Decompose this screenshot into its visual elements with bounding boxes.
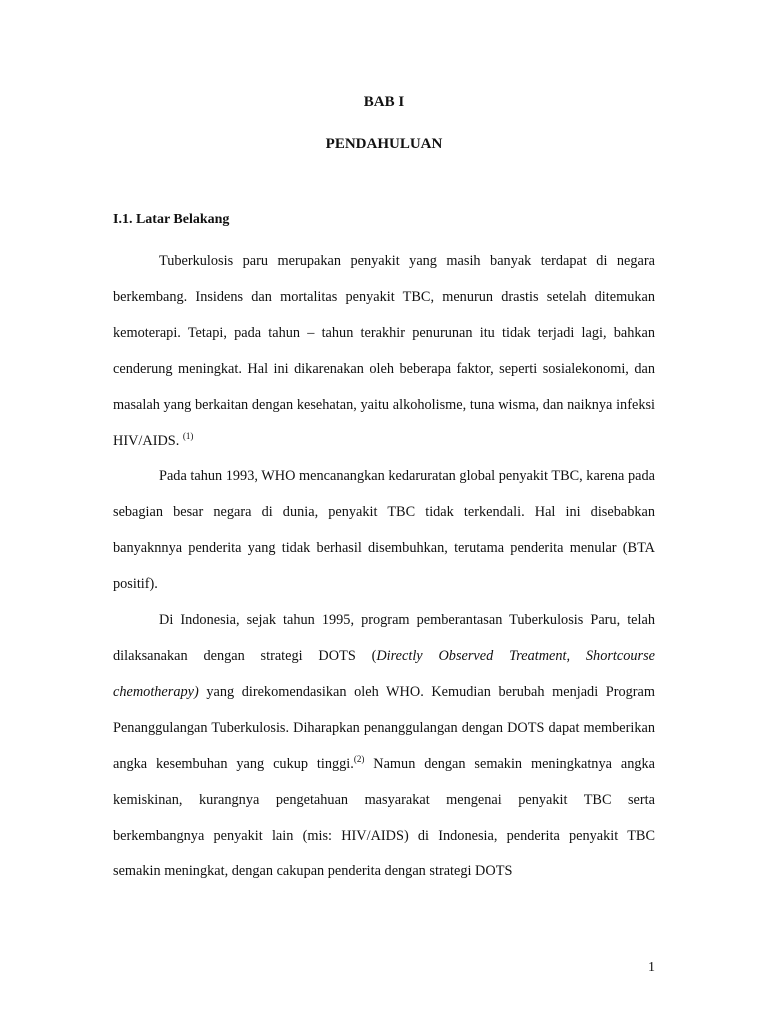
page-number: 1 bbox=[648, 960, 655, 975]
paragraph-3-italic-term: Directly Observed Treatment, Shortcourse chemotherapy) bbox=[113, 647, 655, 700]
paragraph-1 bbox=[113, 244, 655, 459]
paragraph-3 bbox=[113, 603, 655, 890]
body-text bbox=[113, 244, 655, 890]
citation-2: (2) bbox=[353, 753, 365, 764]
paragraph-2 bbox=[113, 459, 655, 603]
paragraph-2-text: Pada tahun 1993, WHO mencanangkan kedaruratan global penyakit TBC, karena pada sebagian besar negara di dunia, penyakit TBC tidak terkendali. Hal ini disebabkan banyaknnya penderita yang tidak berhasil disembuhkan, terutama penderita menular (BTA positif). bbox=[113, 468, 655, 593]
chapter-title: PENDAHULUAN bbox=[325, 136, 443, 152]
paragraph-1-text: Tuberkulosis paru merupakan penyakit yang masih banyak terdapat di negara berkembang. Insidens dan mortalitas penyakit TBC, menurun drastis setelah ditemukan kemoterapi. Tetapi, pada tahun – tahun terakhir penurunan itu tidak terjadi lagi, bahkan cenderung meningkat. Hal ini dikarenakan oleh beberapa faktor, seperti sosialekonomi, dan masalah yang berkaitan dengan kesehatan, yaitu alkoholisme, tuna wisma, dan naiknya infeksi HIV/AIDS. bbox=[113, 253, 655, 449]
paragraph-3-part-2: yang direkomendasikan oleh WHO. Kemudian berubah menjadi Program Penanggulangan Tuberkulosis. Diharapkan penanggulangan dengan DOTS dapat memberikan angka kesembuhan yang cukup tinggi. bbox=[113, 683, 655, 772]
chapter-number: BAB I bbox=[363, 94, 405, 110]
section-heading: I.1. Latar Belakang bbox=[113, 212, 230, 227]
citation-1: (1) bbox=[182, 430, 194, 441]
paragraph-3-part-1: Di Indonesia, sejak tahun 1995, program pemberantasan Tuberkulosis Paru, telah dilaksanakan dengan strategi DOTS ( bbox=[113, 612, 655, 664]
paragraph-3-part-3: Namun dengan semakin meningkatnya angka kemiskinan, kurangnya pengetahuan masyarakat mengenai penyakit TBC serta berkembangnya penyakit lain (mis: HIV/AIDS) di Indonesia, penderita penyakit TBC semakin meningkat, dengan cakupan penderita dengan strategi DOTS bbox=[113, 755, 655, 880]
